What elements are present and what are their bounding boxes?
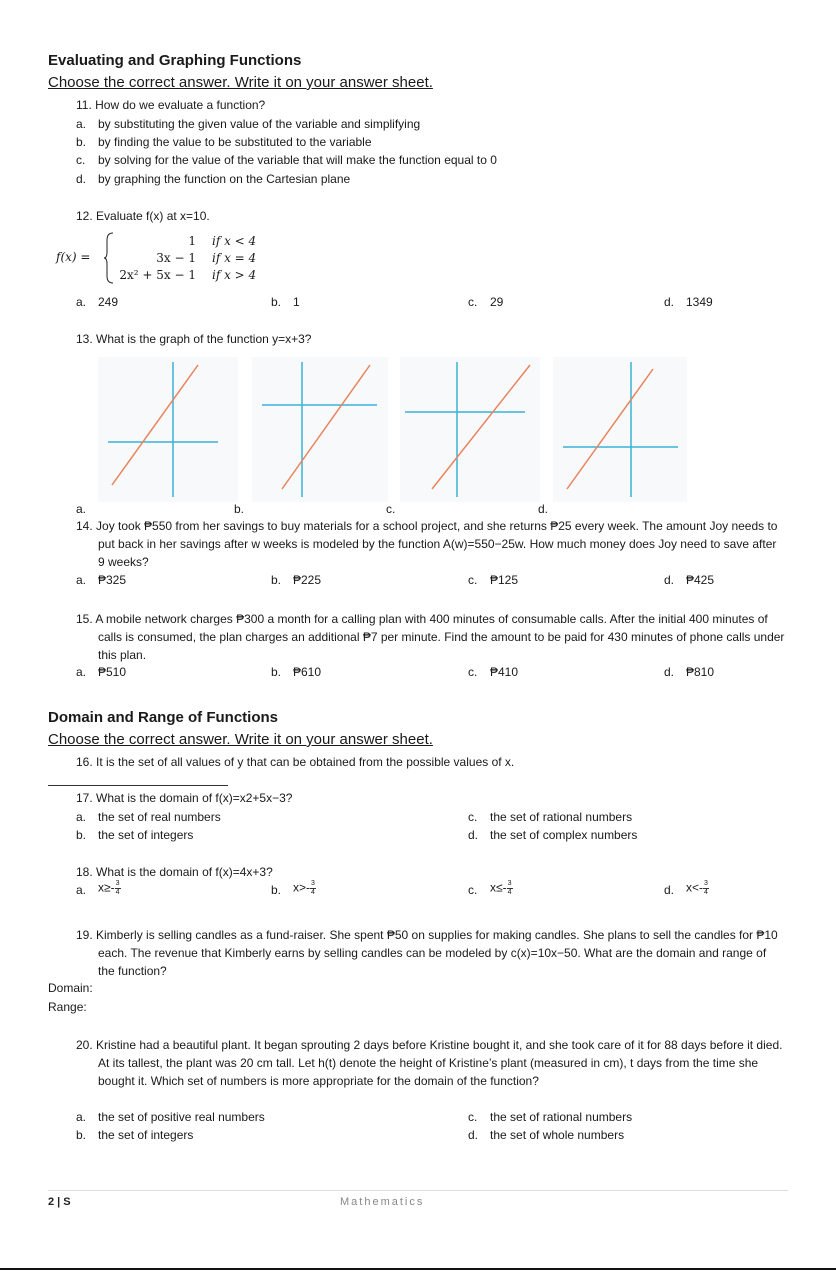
range-label: Range: — [48, 1000, 87, 1014]
graph-c-line — [432, 365, 530, 489]
option-12-c-letter: c. — [468, 295, 478, 309]
option-20-a-letter: a. — [76, 1110, 87, 1124]
graph-label-b: b. — [234, 502, 245, 516]
graph-b-line — [282, 365, 370, 489]
option-18-a-letter: a. — [76, 883, 87, 897]
option-17-c-letter: c. — [468, 810, 478, 824]
answer-blank-16 — [48, 785, 228, 786]
option-12-a: 249 — [98, 295, 119, 309]
option-18-a-text: x≥- — [98, 880, 115, 895]
option-18-b-text: x>- — [293, 880, 311, 895]
case-2-expr: 3x − 1 — [156, 251, 196, 265]
graph-label-a: a. — [76, 502, 87, 516]
option-18-d — [686, 880, 709, 897]
piecewise-fx: f(x) = — [56, 250, 91, 264]
case-1-expr: 1 — [188, 234, 196, 248]
option-15-b-letter: b. — [271, 665, 282, 679]
option-14-d: ₱425 — [686, 573, 715, 587]
option-18-d-letter: d. — [664, 883, 675, 897]
option-12-b: 1 — [293, 295, 300, 309]
graph-c — [400, 357, 540, 502]
option-18-c — [490, 880, 513, 897]
graph-d-line — [567, 369, 653, 489]
option-11-b: by finding the value to be substituted to the variable — [98, 135, 372, 149]
option-11-d-letter: d. — [76, 172, 87, 186]
footer-page: 2 | S — [48, 1196, 71, 1208]
option-18-a — [98, 880, 121, 897]
option-18-c-text: x≤- — [490, 880, 507, 895]
section-title-domain-range: Domain and Range of Functions — [48, 709, 279, 726]
option-20-d-letter: d. — [468, 1128, 479, 1142]
option-14-c-letter: c. — [468, 573, 478, 587]
option-12-d-letter: d. — [664, 295, 675, 309]
option-17-a: the set of real numbers — [98, 810, 221, 824]
option-15-c: ₱410 — [490, 665, 519, 679]
section-instruction-1: Choose the correct answer. Write it on your answer sheet. — [48, 74, 433, 91]
option-17-c: the set of rational numbers — [490, 810, 633, 824]
option-20-a: the set of positive real numbers — [98, 1110, 265, 1124]
domain-label: Domain: — [48, 981, 93, 995]
option-15-b: ₱610 — [293, 665, 322, 679]
option-15-d-letter: d. — [664, 665, 675, 679]
case-3-expr: 2x² + 5x − 1 — [119, 268, 196, 282]
question-12: 12. Evaluate f(x) at x=10. — [76, 209, 210, 223]
option-15-a: ₱510 — [98, 665, 127, 679]
fraction-three-quarters: $\frac{3}{4}$ — [507, 880, 512, 896]
option-17-b: the set of integers — [98, 828, 194, 842]
question-11: 11. How do we evaluate a function? — [76, 98, 266, 112]
option-20-c: the set of rational numbers — [490, 1110, 633, 1124]
question-17: 17. What is the domain of f(x)=x2+5x−3? — [76, 791, 293, 805]
option-12-a-letter: a. — [76, 295, 87, 309]
section-title-evaluating: Evaluating and Graphing Functions — [48, 52, 302, 69]
graph-a — [98, 357, 238, 502]
option-18-b-letter: b. — [271, 883, 282, 897]
option-18-d-text: x<- — [686, 880, 704, 895]
question-18: 18. What is the domain of f(x)=4x+3? — [76, 865, 273, 879]
fraction-three-quarters: $\frac{3}{4}$ — [704, 880, 708, 896]
option-14-b-letter: b. — [271, 573, 282, 587]
graph-label-c: c. — [386, 502, 396, 516]
question-13: 13. What is the graph of the function y=x+3? — [76, 332, 312, 346]
case-2-cond: if x = 4 — [212, 251, 257, 265]
option-11-b-letter: b. — [76, 135, 87, 149]
option-14-d-letter: d. — [664, 573, 675, 587]
case-3-cond: if x > 4 — [212, 268, 257, 282]
option-12-d: 1349 — [686, 295, 713, 309]
question-16: 16. It is the set of all values of y that can be obtained from the possible values of x. — [76, 755, 515, 769]
option-12-c: 29 — [490, 295, 504, 309]
option-11-a-letter: a. — [76, 117, 87, 131]
option-17-a-letter: a. — [76, 810, 87, 824]
section-instruction-2: Choose the correct answer. Write it on your answer sheet. — [48, 731, 433, 748]
option-18-b — [293, 880, 316, 897]
option-20-d: the set of whole numbers — [490, 1128, 625, 1142]
option-14-a: ₱325 — [98, 573, 127, 587]
option-11-d: by graphing the function on the Cartesian plane — [98, 172, 351, 186]
question-19: 19. Kimberly is selling candles as a fund-raiser. She spent ₱50 on supplies for making candles. She plans to sell the candles for ₱10 each. The revenue that Kimberly earns by selling candles can be modeled by c(x)=10x−50. What are the domain and range of the function? — [76, 928, 778, 978]
fraction-three-quarters: $\frac{3}{4}$ — [115, 880, 120, 896]
question-20: 20. Kristine had a beautiful plant. It began sprouting 2 days before Kristine bought it, and she took care of it for 88 days before it died. At its tallest, the plant was 20 cm tall. Let h(t) denote the height of Kristine’s plant (measured in cm), t days from the time she bought it. Which set of numbers is more appropriate for the domain of the function? — [76, 1038, 783, 1088]
option-18-c-letter: c. — [468, 883, 478, 897]
option-14-b: ₱225 — [293, 573, 322, 587]
option-11-c: by solving for the value of the variable that will make the function equal to 0 — [98, 153, 497, 167]
graph-a-line — [112, 365, 198, 485]
option-17-b-letter: b. — [76, 828, 87, 842]
footer-subject: Mathematics — [340, 1196, 425, 1208]
option-17-d: the set of complex numbers — [490, 828, 638, 842]
page-bottom-border — [0, 1268, 836, 1270]
graph-label-d: d. — [538, 502, 549, 516]
graph-d — [553, 357, 687, 502]
fraction-three-quarters: $\frac{3}{4}$ — [311, 880, 315, 896]
option-20-b-letter: b. — [76, 1128, 87, 1142]
footer-divider — [48, 1190, 788, 1191]
option-15-c-letter: c. — [468, 665, 478, 679]
option-17-d-letter: d. — [468, 828, 479, 842]
option-15-a-letter: a. — [76, 665, 87, 679]
option-20-c-letter: c. — [468, 1110, 478, 1124]
option-14-c: ₱125 — [490, 573, 519, 587]
question-15: 15. A mobile network charges ₱300 a month for a calling plan with 400 minutes of consumable calls. After the initial 400 minutes of calls is consumed, the plan charges an additional ₱7 per minute. Find the amount to be paid for 430 minutes of phone calls under this plan. — [76, 612, 785, 662]
option-14-a-letter: a. — [76, 573, 87, 587]
question-14: 14. Joy took ₱550 from her savings to buy materials for a school project, and she returns ₱25 every week. The amount Joy needs to put back in her savings after w weeks is modeled by the function A(w)=550−25w. How much money does Joy need to save after 9 weeks? — [76, 519, 778, 569]
case-1-cond: if x < 4 — [212, 234, 257, 248]
option-12-b-letter: b. — [271, 295, 282, 309]
option-15-d: ₱810 — [686, 665, 715, 679]
option-11-c-letter: c. — [76, 153, 86, 167]
option-11-a: by substituting the given value of the variable and simplifying — [98, 117, 421, 131]
option-20-b: the set of integers — [98, 1128, 194, 1142]
graph-b — [252, 357, 388, 502]
